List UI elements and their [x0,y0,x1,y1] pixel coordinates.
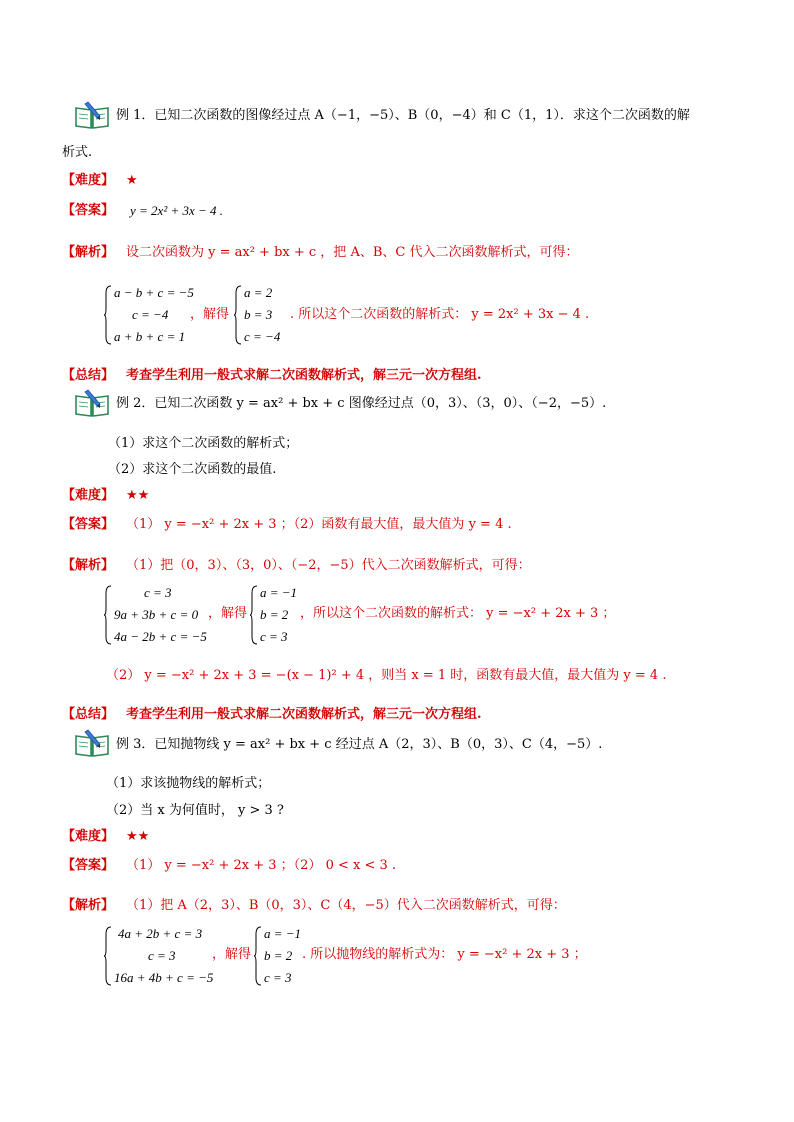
brace-icon [254,926,262,986]
answer-value: （1） y = −x² + 2x + 3 ；（2） 0 < x < 3 . [126,858,397,873]
brace-icon [104,285,112,345]
book-pencil-icon [74,100,110,130]
equation-row: a − b + c = −5 [114,285,194,300]
example-3-title: 例 3．已知抛物线 y = ax² + bx + c 经过点 A（2，3）、B（0，3）、C（4，−5）. [116,737,603,752]
difficulty-label: 【难度】 [62,173,115,188]
solution-row: b = 2 [264,948,293,963]
solution-row: a = −1 [264,926,302,941]
brace-icon [234,285,242,345]
answer-label: 【答案】 [62,517,115,532]
conclusion: . 所以抛物线的解析式为： y = −x² + 2x + 3 ； [302,947,587,962]
difficulty-label: 【难度】 [62,829,115,844]
solution-row: c = 3 [264,970,292,985]
equation-row: 9a + 3b + c = 0 [114,607,199,622]
analysis-label: 【解析】 [62,245,115,260]
equation-row: a + b + c = 1 [114,329,186,344]
brace-icon [250,585,258,645]
analysis-text: 设二次函数为 y = ax² + bx + c ，把 A、B、C 代入二次函数解析式，可得： [126,245,579,260]
question-1: （1）求该抛物线的解析式； [106,776,271,791]
summary-label: 【总结】 [62,368,115,383]
analysis-label: 【解析】 [62,558,115,573]
brace-icon [104,585,112,645]
summary-text: 考查学生利用一般式求解二次函数解析式，解三元一次方程组. [126,707,482,722]
example-1-title: 例 1．已知二次函数的图像经过点 A（−1，−5）、B（0，−4）和 C（1，1）．求这个二次函数的解 [116,108,690,123]
question-1: （1）求这个二次函数的解析式； [108,436,299,451]
difficulty-label: 【难度】 [62,488,115,503]
equation-system [104,585,224,645]
solve-word: ，解得 [212,947,252,962]
answer-label: 【答案】 [62,203,115,218]
equation-row: 4a − 2b + c = −5 [114,629,207,644]
book-pencil-icon [74,728,110,758]
part-2-solution: （2） y = −x² + 2x + 3 = −(x − 1)² + 4 ，则当 x = 1 时，函数有最大值，最大值为 y = 4 . [106,668,667,683]
analysis-label: 【解析】 [62,898,115,913]
solution-row: c = −4 [244,329,281,344]
difficulty-stars: ★★ [126,488,150,503]
brace-icon [104,926,112,986]
solution-row: c = 3 [260,629,288,644]
solution-row: a = −1 [260,585,298,600]
equation-row: c = 3 [144,585,172,600]
solve-word: ，解得 [208,606,248,621]
answer-value: y = 2x² + 3x − 4 . [130,203,224,218]
equation-row: 4a + 2b + c = 3 [118,926,203,941]
analysis-text: （1）把 A（2，3）、B（0，3）、C（4，−5）代入二次函数解析式，可得： [126,898,566,913]
answer-label: 【答案】 [62,858,115,873]
solution-system [234,285,294,345]
example-1-title-continuation: 析式. [62,145,93,160]
answer-value: （1） y = −x² + 2x + 3 ；（2）函数有最大值，最大值为 y = 4 . [126,517,512,532]
question-2: （2）求这个二次函数的最值. [108,462,277,477]
equation-row: 16a + 4b + c = −5 [114,970,214,985]
conclusion: ，所以这个二次函数的解析式： y = −x² + 2x + 3 ； [300,606,616,621]
example-2-title: 例 2．已知二次函数 y = ax² + bx + c 图像经过点（0，3）、（3，0）、（−2，−5）. [116,396,607,411]
solve-word: ，解得 [190,307,230,322]
solution-row: b = 2 [260,607,289,622]
summary-text: 考查学生利用一般式求解二次函数解析式，解三元一次方程组. [126,368,482,383]
summary-label: 【总结】 [62,707,115,722]
conclusion: . 所以这个二次函数的解析式： y = 2x² + 3x − 4 . [290,307,590,322]
solution-row: a = 2 [244,285,273,300]
solution-row: b = 3 [244,307,273,322]
difficulty-stars: ★★ [126,829,150,844]
book-pencil-icon [74,388,110,418]
analysis-text: （1）把（0，3）、（3，0）、（−2，−5）代入二次函数解析式，可得： [126,558,531,573]
difficulty-stars: ★ [126,173,138,188]
question-2: （2）当 x 为何值时， y > 3 ? [106,803,284,818]
equation-row: c = −4 [132,307,169,322]
equation-row: c = 3 [148,948,176,963]
